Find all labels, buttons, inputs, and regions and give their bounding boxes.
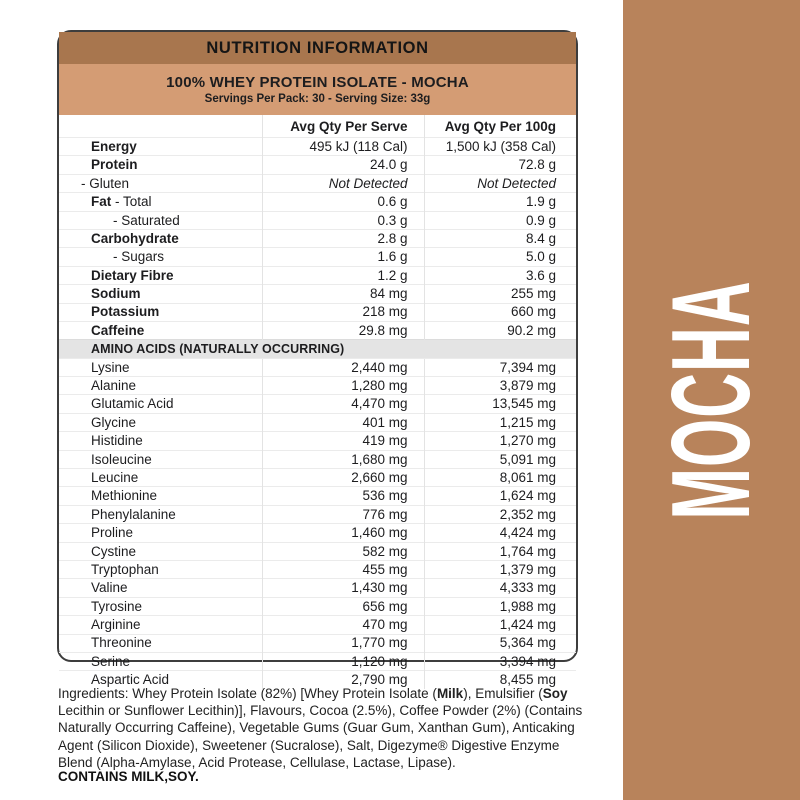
table-row xyxy=(59,266,576,284)
per-serve-value: 1,280 mg xyxy=(262,377,424,395)
per-100g-value: 1.9 g xyxy=(424,193,576,211)
amino-acid-label: Proline xyxy=(59,524,262,542)
amino-acid-label: Methionine xyxy=(59,487,262,505)
per-100g-value: 1,424 mg xyxy=(424,616,576,634)
amino-acid-label: Lysine xyxy=(59,358,262,376)
nutrition-panel xyxy=(57,30,578,688)
amino-table-row xyxy=(59,432,576,450)
per-100g-value: 1,270 mg xyxy=(424,432,576,450)
amino-table-row xyxy=(59,469,576,487)
per-100g-value: 255 mg xyxy=(424,285,576,303)
amino-acid-label: Aspartic Acid xyxy=(59,671,262,689)
per-serve-value: 29.8 mg xyxy=(262,321,424,339)
per-100g-value: 4,333 mg xyxy=(424,579,576,597)
amino-acid-label: Histidine xyxy=(59,432,262,450)
per-100g-column-header: Avg Qty Per 100g xyxy=(424,115,576,138)
per-serve-value: 2,790 mg xyxy=(262,671,424,689)
amino-table-row xyxy=(59,524,576,542)
amino-table-row xyxy=(59,395,576,413)
per-serve-value: 4,470 mg xyxy=(262,395,424,413)
per-serve-value: 2.8 g xyxy=(262,229,424,247)
per-serve-value: 1,430 mg xyxy=(262,579,424,597)
amino-table-row xyxy=(59,450,576,468)
amino-table-row xyxy=(59,358,576,376)
table-row xyxy=(59,156,576,174)
allergen-statement: CONTAINS MILK,SOY. xyxy=(58,769,199,784)
amino-table-row xyxy=(59,616,576,634)
amino-table-row xyxy=(59,505,576,523)
amino-table-row xyxy=(59,634,576,652)
amino-table-row xyxy=(59,542,576,560)
per-100g-value: 90.2 mg xyxy=(424,321,576,339)
per-serve-value: 1.2 g xyxy=(262,266,424,284)
table-row xyxy=(59,285,576,303)
per-serve-value: 470 mg xyxy=(262,616,424,634)
per-serve-value: 419 mg xyxy=(262,432,424,450)
nutrient-label: Fat - Total xyxy=(59,193,262,211)
nutrient-label: Caffeine xyxy=(59,321,262,339)
per-100g-value: 5,364 mg xyxy=(424,634,576,652)
table-row xyxy=(59,321,576,339)
per-serve-value: 2,660 mg xyxy=(262,469,424,487)
per-serve-column-header: Avg Qty Per Serve xyxy=(262,115,424,138)
per-serve-value: 582 mg xyxy=(262,542,424,560)
amino-table-row xyxy=(59,652,576,670)
ingredients-segment: Lecithin or Sunflower Lecithin)], Flavours, Cocoa (2.5%), Coffee Powder (2%) (Contains Naturally Occurring Caffeine), Vegetable Gums (Guar Gum, Xanthan Gum), Anticaking Agent (Silicon Dioxide), Sweetener (Sucralose), Salt, Digezyme® Digestive Enzyme Blend (Alpha-Amylase, Acid Protease, Cellulase, Lactase, Lipase). xyxy=(58,702,583,771)
amino-table-row xyxy=(59,560,576,578)
table-row xyxy=(59,193,576,211)
nutrient-label: Protein xyxy=(59,156,262,174)
table-row xyxy=(59,174,576,192)
amino-table-row xyxy=(59,413,576,431)
per-100g-value: 8.4 g xyxy=(424,229,576,247)
nutrition-table xyxy=(59,115,576,689)
per-100g-value: 3,394 mg xyxy=(424,652,576,670)
per-serve-value: 1,770 mg xyxy=(262,634,424,652)
table-row xyxy=(59,211,576,229)
amino-acid-label: Valine xyxy=(59,579,262,597)
per-100g-value: Not Detected xyxy=(424,174,576,192)
nutrient-label: Carbohydrate xyxy=(59,229,262,247)
per-serve-value: 1,120 mg xyxy=(262,652,424,670)
flavor-name: MOCHA xyxy=(649,280,774,520)
product-name: 100% WHEY PROTEIN ISOLATE - MOCHA xyxy=(166,74,469,91)
product-band xyxy=(59,64,576,115)
nutrient-label: - Saturated xyxy=(59,211,262,229)
amino-acid-label: Arginine xyxy=(59,616,262,634)
per-serve-value: 656 mg xyxy=(262,597,424,615)
table-row xyxy=(59,248,576,266)
table-row xyxy=(59,229,576,247)
table-header-row xyxy=(59,115,576,138)
per-serve-value: 401 mg xyxy=(262,413,424,431)
nutrition-table-body xyxy=(59,138,576,689)
panel-title-band xyxy=(59,32,576,64)
per-serve-value: 1.6 g xyxy=(262,248,424,266)
per-serve-value: 1,680 mg xyxy=(262,450,424,468)
per-serve-value: 218 mg xyxy=(262,303,424,321)
amino-section-header xyxy=(59,340,576,358)
per-100g-value: 1,215 mg xyxy=(424,413,576,431)
per-100g-value: 1,988 mg xyxy=(424,597,576,615)
per-100g-value: 3.6 g xyxy=(424,266,576,284)
amino-acid-label: Glycine xyxy=(59,413,262,431)
per-serve-value: 536 mg xyxy=(262,487,424,505)
amino-acid-label: Tryptophan xyxy=(59,560,262,578)
ingredients-text xyxy=(58,685,592,772)
amino-table-row xyxy=(59,579,576,597)
amino-acid-label: Phenylalanine xyxy=(59,505,262,523)
per-100g-value: 8,061 mg xyxy=(424,469,576,487)
per-serve-value: Not Detected xyxy=(262,174,424,192)
per-100g-value: 5,091 mg xyxy=(424,450,576,468)
nutrient-column-header xyxy=(59,115,262,138)
amino-table-row xyxy=(59,377,576,395)
panel-title: NUTRITION INFORMATION xyxy=(206,38,429,57)
per-100g-value: 7,394 mg xyxy=(424,358,576,376)
per-serve-value: 455 mg xyxy=(262,560,424,578)
allergen-highlight: Soy xyxy=(542,685,568,701)
amino-acid-label: Glutamic Acid xyxy=(59,395,262,413)
per-100g-value: 13,545 mg xyxy=(424,395,576,413)
ingredients-segment: ), Emulsifier ( xyxy=(463,685,543,701)
per-100g-value: 0.9 g xyxy=(424,211,576,229)
allergen-highlight: Milk xyxy=(436,685,464,701)
per-100g-value: 8,455 mg xyxy=(424,671,576,689)
amino-table-row xyxy=(59,487,576,505)
amino-acid-label: Serine xyxy=(59,652,262,670)
amino-acid-label: Alanine xyxy=(59,377,262,395)
nutrient-label: - Gluten xyxy=(59,174,262,192)
per-100g-value: 5.0 g xyxy=(424,248,576,266)
nutrient-label: Sodium xyxy=(59,285,262,303)
per-serve-value: 24.0 g xyxy=(262,156,424,174)
per-100g-value: 72.8 g xyxy=(424,156,576,174)
per-serve-value: 1,460 mg xyxy=(262,524,424,542)
table-row xyxy=(59,303,576,321)
per-serve-value: 776 mg xyxy=(262,505,424,523)
amino-section-title: AMINO ACIDS (NATURALLY OCCURRING) xyxy=(59,340,576,358)
amino-acid-label: Tyrosine xyxy=(59,597,262,615)
per-serve-value: 495 kJ (118 Cal) xyxy=(262,138,424,156)
amino-acid-label: Isoleucine xyxy=(59,450,262,468)
per-100g-value: 4,424 mg xyxy=(424,524,576,542)
per-100g-value: 1,764 mg xyxy=(424,542,576,560)
per-100g-value: 1,500 kJ (358 Cal) xyxy=(424,138,576,156)
amino-table-row xyxy=(59,597,576,615)
amino-acid-label: Leucine xyxy=(59,469,262,487)
ingredients-segment: Ingredients: Whey Protein Isolate (82%) [Whey Protein Isolate ( xyxy=(58,685,437,701)
nutrient-label: - Sugars xyxy=(59,248,262,266)
per-serve-value: 84 mg xyxy=(262,285,424,303)
per-100g-value: 2,352 mg xyxy=(424,505,576,523)
per-serve-value: 0.6 g xyxy=(262,193,424,211)
per-100g-value: 3,879 mg xyxy=(424,377,576,395)
amino-acid-label: Cystine xyxy=(59,542,262,560)
nutrient-label: Energy xyxy=(59,138,262,156)
per-100g-value: 1,379 mg xyxy=(424,560,576,578)
flavor-sidebar xyxy=(623,0,800,800)
amino-acid-label: Threonine xyxy=(59,634,262,652)
table-row xyxy=(59,138,576,156)
nutrient-label: Dietary Fibre xyxy=(59,266,262,284)
per-100g-value: 1,624 mg xyxy=(424,487,576,505)
per-serve-value: 0.3 g xyxy=(262,211,424,229)
per-serve-value: 2,440 mg xyxy=(262,358,424,376)
per-100g-value: 660 mg xyxy=(424,303,576,321)
servings-info: Servings Per Pack: 30 - Serving Size: 33g xyxy=(204,93,431,105)
nutrient-label: Potassium xyxy=(59,303,262,321)
